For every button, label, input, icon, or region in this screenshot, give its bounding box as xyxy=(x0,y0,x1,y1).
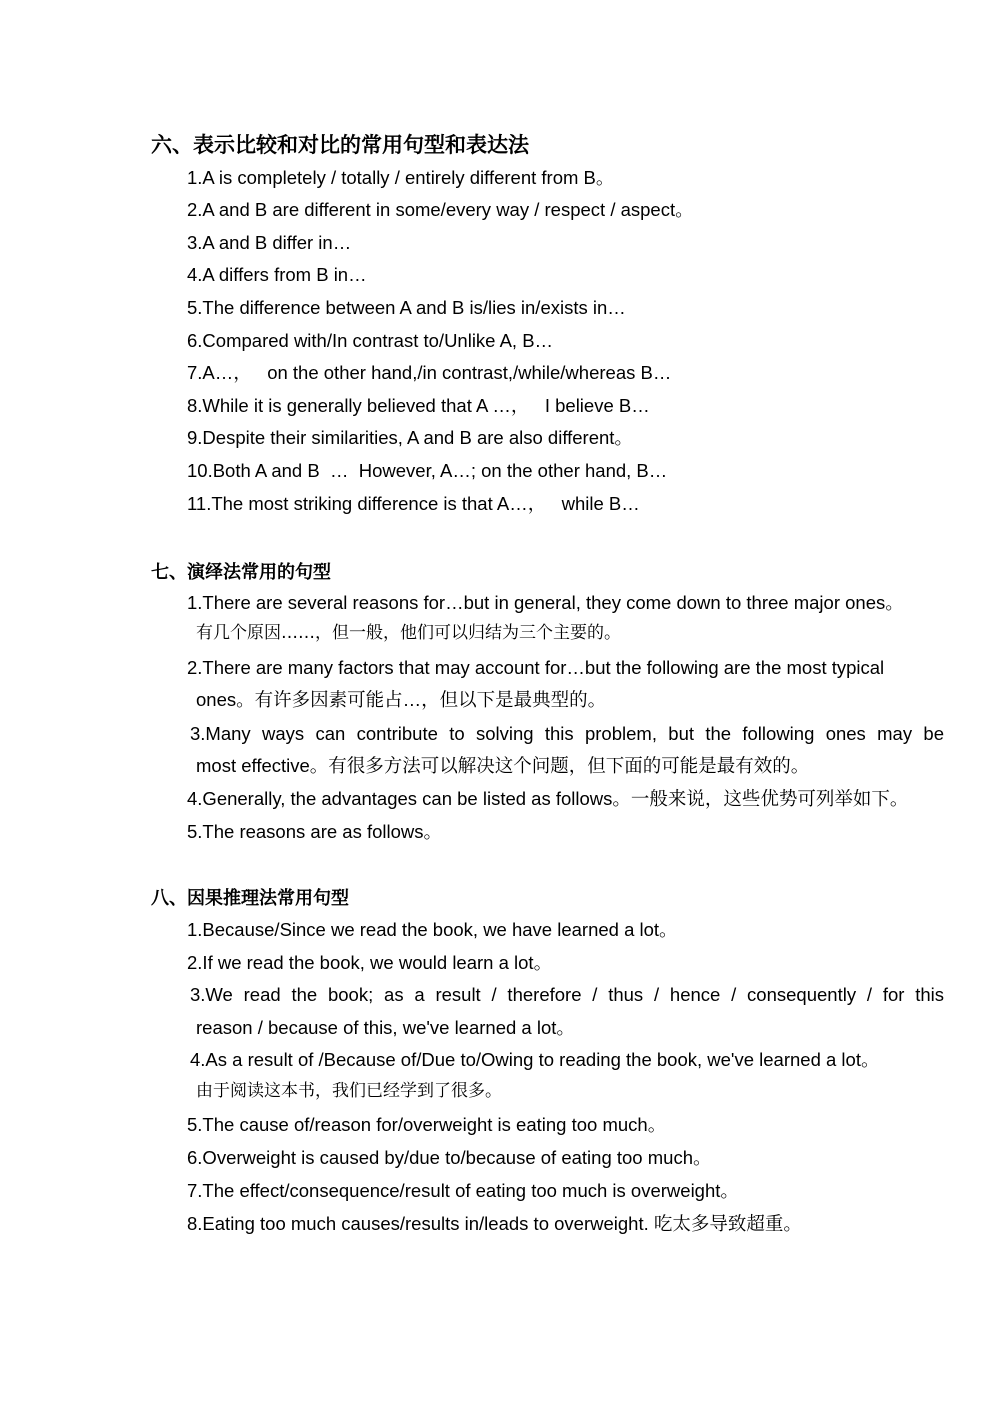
list-item: 2.There are many factors that may account for…but the following are the most typical xyxy=(187,657,885,678)
list-item: 3.We read the book; as a result / therefore / thus / hence / consequently / for this xyxy=(190,984,944,1005)
list-item: 5.The reasons are as follows。 xyxy=(187,821,443,842)
list-item: 4.A differs from B in… xyxy=(187,264,367,285)
list-item: 4.Generally, the advantages can be listed as follows。一般来说，这些优势可列举如下。 xyxy=(187,788,909,809)
section-heading-causality: 八、因果推理法常用句型 xyxy=(151,888,349,909)
list-item: 8.Eating too much causes/results in/leads to overweight. 吃太多导致超重。 xyxy=(187,1213,802,1234)
list-item-translation: 有几个原因……，但一般，他们可以归结为三个主要的。 xyxy=(196,623,621,643)
list-item: 7.A…， on the other hand,/in contrast,/while/whereas B… xyxy=(187,362,672,383)
list-item: 3.A and B differ in… xyxy=(187,232,352,253)
list-item: 6.Compared with/In contrast to/Unlike A, B… xyxy=(187,330,554,351)
section-heading-comparison: 六、表示比较和对比的常用句型和表达法 xyxy=(151,133,529,157)
list-item: 5.The cause of/reason for/overweight is eating too much。 xyxy=(187,1114,667,1135)
list-item-continuation: ones。有许多因素可能占…，但以下是最典型的。 xyxy=(196,689,607,710)
list-item: 9.Despite their similarities, A and B are also different。 xyxy=(187,427,633,448)
list-item: 4.As a result of /Because of/Due to/Owing to reading the book, we've learned a lot。 xyxy=(190,1049,880,1070)
list-item: 1.Because/Since we read the book, we have learned a lot。 xyxy=(187,919,678,940)
list-item-continuation: most effective。有很多方法可以解决这个问题，但下面的可能是最有效的。 xyxy=(196,755,810,776)
list-item: 1.There are several reasons for…but in general, they come down to three major ones。 xyxy=(187,592,904,613)
section-heading-deduction: 七、演绎法常用的句型 xyxy=(151,562,331,583)
list-item: 10.Both A and B … However, A…; on the other hand, B… xyxy=(187,460,668,481)
list-item-continuation: reason / because of this, we've learned a lot。 xyxy=(196,1017,575,1038)
list-item: 2.A and B are different in some/every way / respect / aspect。 xyxy=(187,199,694,220)
list-item: 7.The effect/consequence/result of eating too much is overweight。 xyxy=(187,1180,739,1201)
list-item: 3.Many ways can contribute to solving this problem, but the following ones may be xyxy=(190,723,944,744)
list-item: 5.The difference between A and B is/lies in/exists in… xyxy=(187,297,626,318)
list-item-translation: 由于阅读这本书，我们已经学到了很多。 xyxy=(196,1081,502,1101)
list-item: 8.While it is generally believed that A …， I believe B… xyxy=(187,395,650,416)
list-item: 2.If we read the book, we would learn a lot。 xyxy=(187,952,553,973)
list-item: 11.The most striking difference is that A…， while B… xyxy=(187,493,640,514)
list-item: 6.Overweight is caused by/due to/because of eating too much。 xyxy=(187,1147,712,1168)
list-item: 1.A is completely / totally / entirely different from B。 xyxy=(187,167,615,188)
